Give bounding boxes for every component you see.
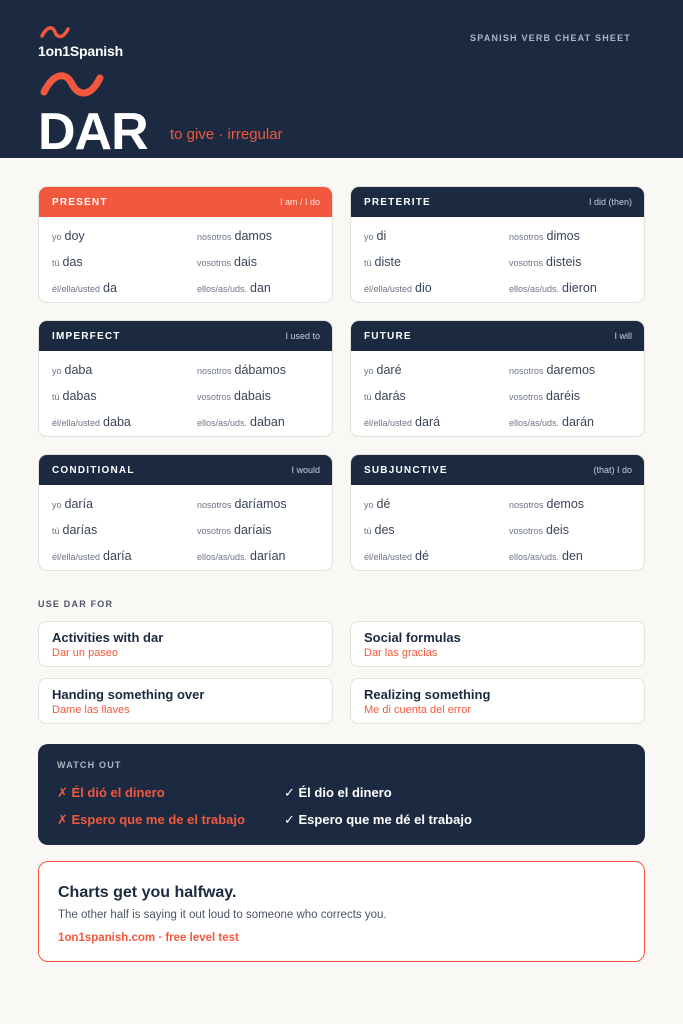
use-example: Dame las llaves xyxy=(52,704,130,716)
conjugation-cell xyxy=(197,227,272,245)
conjugation-cell xyxy=(364,413,440,431)
verb-form: darían xyxy=(250,549,286,563)
conjugation-cell xyxy=(364,253,401,271)
conjugation-cell xyxy=(509,521,569,539)
tense-card-header xyxy=(39,455,332,485)
verb-form: doy xyxy=(64,229,85,243)
cta-link[interactable]: 1on1spanish.com · free level test xyxy=(58,932,239,944)
verb-form: demos xyxy=(546,497,585,511)
cta-panel xyxy=(38,861,645,962)
use-card xyxy=(38,621,333,667)
conjugation-cell xyxy=(509,361,595,379)
wrong-example: ✗ Él dió el dinero xyxy=(57,785,165,800)
conjugation-cell xyxy=(197,387,271,405)
conjugation-cell xyxy=(364,547,429,565)
cheat-sheet-label: SPANISH VERB CHEAT SHEET xyxy=(470,33,631,43)
tense-gloss: I am / I do xyxy=(279,197,320,207)
pronoun: ellos/as/uds. xyxy=(197,284,248,294)
pronoun: él/ella/usted xyxy=(364,284,413,294)
pronoun: ellos/as/uds. xyxy=(197,552,248,562)
tense-gloss: I will xyxy=(614,331,632,341)
use-card xyxy=(38,678,333,724)
verb-form: dabais xyxy=(234,389,271,403)
conjugation-cell xyxy=(52,387,97,405)
verb-form: daba xyxy=(103,415,131,429)
pronoun: vosotros xyxy=(509,392,544,402)
tilde-icon xyxy=(38,70,106,100)
correct-example: ✓ Él dio el dinero xyxy=(284,785,392,800)
conjugation-cell xyxy=(197,413,285,431)
use-card xyxy=(350,621,645,667)
verb-form: daréis xyxy=(546,389,581,403)
conjugation-cell xyxy=(509,387,580,405)
use-example: Me di cuenta del error xyxy=(364,704,471,716)
pronoun: ellos/as/uds. xyxy=(509,284,560,294)
pronoun: tú xyxy=(52,392,60,402)
conjugation-rows xyxy=(39,485,332,571)
conjugation-cell xyxy=(364,521,395,539)
verb-form: dio xyxy=(415,281,432,295)
verb-form: dábamos xyxy=(234,363,286,377)
verb-form: daría xyxy=(64,497,94,511)
conjugation-cell xyxy=(197,547,285,565)
pronoun: vosotros xyxy=(509,258,544,268)
tense-card-subjunctive xyxy=(350,454,645,571)
conjugation-cell xyxy=(52,547,132,565)
use-title: Activities with dar xyxy=(52,630,164,645)
verb-form: daremos xyxy=(546,363,596,377)
verb-form: daríais xyxy=(234,523,272,537)
tense-gloss: I used to xyxy=(285,331,320,341)
verb-form: disteis xyxy=(546,255,582,269)
verb-form: dieron xyxy=(562,281,597,295)
verb-form: daban xyxy=(250,415,285,429)
verb-form: dan xyxy=(250,281,271,295)
brand-logo[interactable]: 1on1Spanish xyxy=(38,43,123,59)
cta-subtitle: The other half is saying it out loud to someone who corrects you. xyxy=(58,909,387,921)
tense-title: IMPERFECT xyxy=(52,330,121,342)
tense-title: PRESENT xyxy=(52,196,108,208)
conjugation-cell xyxy=(52,495,93,513)
pronoun: él/ella/usted xyxy=(52,418,101,428)
conjugation-cell xyxy=(197,495,287,513)
tense-card-header xyxy=(39,321,332,351)
conjugation-cell xyxy=(364,361,402,379)
tense-title: CONDITIONAL xyxy=(52,464,135,476)
pronoun: ellos/as/uds. xyxy=(197,418,248,428)
pronoun: él/ella/usted xyxy=(52,284,101,294)
verb-form: daré xyxy=(376,363,402,377)
tense-card-present xyxy=(38,186,333,303)
verb-form: deis xyxy=(546,523,569,537)
pronoun: tú xyxy=(364,392,372,402)
use-example: Dar un paseo xyxy=(52,647,119,659)
pronoun: yo xyxy=(52,500,62,510)
verb-form: dará xyxy=(415,415,441,429)
verb-title: DAR xyxy=(38,103,148,161)
conjugation-rows xyxy=(351,217,644,303)
pronoun: yo xyxy=(52,366,62,376)
conjugation-cell xyxy=(509,495,584,513)
tense-gloss: I did (then) xyxy=(588,197,632,207)
verb-form: des xyxy=(374,523,395,537)
pronoun: él/ella/usted xyxy=(364,418,413,428)
tense-gloss: I would xyxy=(291,465,320,475)
cta-title: Charts get you halfway. xyxy=(58,884,237,901)
pronoun: nosotros xyxy=(509,366,544,376)
pronoun: nosotros xyxy=(197,232,232,242)
use-title: Handing something over xyxy=(52,687,205,702)
pronoun: ellos/as/uds. xyxy=(509,552,560,562)
use-example: Dar las gracias xyxy=(364,647,438,659)
conjugation-rows xyxy=(351,351,644,437)
tense-card-header xyxy=(351,187,644,217)
watch-out-panel xyxy=(38,744,645,845)
header xyxy=(0,0,683,161)
verb-form: darán xyxy=(562,415,595,429)
pronoun: él/ella/usted xyxy=(364,552,413,562)
tense-gloss: (that) I do xyxy=(593,465,632,475)
correct-example: ✓ Espero que me dé el trabajo xyxy=(284,812,472,827)
conjugation-cell xyxy=(509,547,583,565)
conjugation-cell xyxy=(52,361,92,379)
verb-form: daría xyxy=(103,549,132,563)
verb-form: dé xyxy=(415,549,429,563)
pronoun: nosotros xyxy=(509,500,544,510)
tense-title: PRETERITE xyxy=(364,196,431,208)
conjugation-cell xyxy=(364,279,432,297)
wrong-example: ✗ Espero que me de el trabajo xyxy=(57,812,245,827)
tense-card-header xyxy=(39,187,332,217)
conjugation-cell xyxy=(364,495,390,513)
tense-card-conditional xyxy=(38,454,333,571)
pronoun: tú xyxy=(52,258,60,268)
pronoun: yo xyxy=(364,500,374,510)
pronoun: vosotros xyxy=(509,526,544,536)
verb-form: di xyxy=(376,229,387,243)
conjugation-rows xyxy=(351,485,644,571)
pronoun: vosotros xyxy=(197,258,232,268)
tense-title: FUTURE xyxy=(364,330,412,342)
conjugation-cell xyxy=(509,279,597,297)
pronoun: yo xyxy=(52,232,62,242)
conjugation-rows xyxy=(39,217,332,303)
wave-logo-icon xyxy=(39,26,71,40)
use-title: Social formulas xyxy=(364,630,461,645)
conjugation-cell xyxy=(52,227,85,245)
conjugation-rows xyxy=(39,351,332,437)
conjugation-cell xyxy=(52,521,97,539)
tense-card-imperfect xyxy=(38,320,333,437)
pronoun: vosotros xyxy=(197,526,232,536)
conjugation-cell xyxy=(52,413,131,431)
pronoun: tú xyxy=(364,526,372,536)
verb-form: dimos xyxy=(546,229,580,243)
conjugation-cell xyxy=(509,227,580,245)
watch-out-label: WATCH OUT xyxy=(57,760,122,770)
tense-title: SUBJUNCTIVE xyxy=(364,464,448,476)
verb-meaning: to give · irregular xyxy=(170,126,283,143)
verb-form: dais xyxy=(234,255,257,269)
pronoun: yo xyxy=(364,366,374,376)
verb-form: darás xyxy=(374,389,406,403)
use-card xyxy=(350,678,645,724)
conjugation-cell xyxy=(197,521,272,539)
tense-card-preterite xyxy=(350,186,645,303)
conjugation-cell xyxy=(509,253,581,271)
use-title: Realizing something xyxy=(364,687,491,702)
verb-form: den xyxy=(562,549,583,563)
verb-form: diste xyxy=(374,255,401,269)
verb-form: da xyxy=(103,281,117,295)
tense-card-header xyxy=(351,455,644,485)
verb-form: damos xyxy=(234,229,273,243)
verb-form: das xyxy=(62,255,83,269)
tense-card-header xyxy=(351,321,644,351)
pronoun: vosotros xyxy=(197,392,232,402)
verb-form: daba xyxy=(64,363,93,377)
conjugation-cell xyxy=(197,253,257,271)
conjugation-cell xyxy=(52,253,83,271)
uses-section-label: USE DAR FOR xyxy=(38,599,114,609)
conjugation-cell xyxy=(197,279,271,297)
conjugation-cell xyxy=(52,279,117,297)
verb-form: darías xyxy=(62,523,98,537)
verb-form: dé xyxy=(376,497,391,511)
verb-form: dabas xyxy=(62,389,97,403)
pronoun: nosotros xyxy=(197,500,232,510)
pronoun: tú xyxy=(52,526,60,536)
conjugation-cell xyxy=(364,387,406,405)
conjugation-cell xyxy=(509,413,594,431)
pronoun: él/ella/usted xyxy=(52,552,101,562)
pronoun: ellos/as/uds. xyxy=(509,418,560,428)
pronoun: nosotros xyxy=(509,232,544,242)
tense-card-future xyxy=(350,320,645,437)
pronoun: tú xyxy=(364,258,372,268)
conjugation-cell xyxy=(364,227,386,245)
pronoun: yo xyxy=(364,232,374,242)
verb-form: daríamos xyxy=(234,497,287,511)
conjugation-cell xyxy=(197,361,286,379)
pronoun: nosotros xyxy=(197,366,232,376)
